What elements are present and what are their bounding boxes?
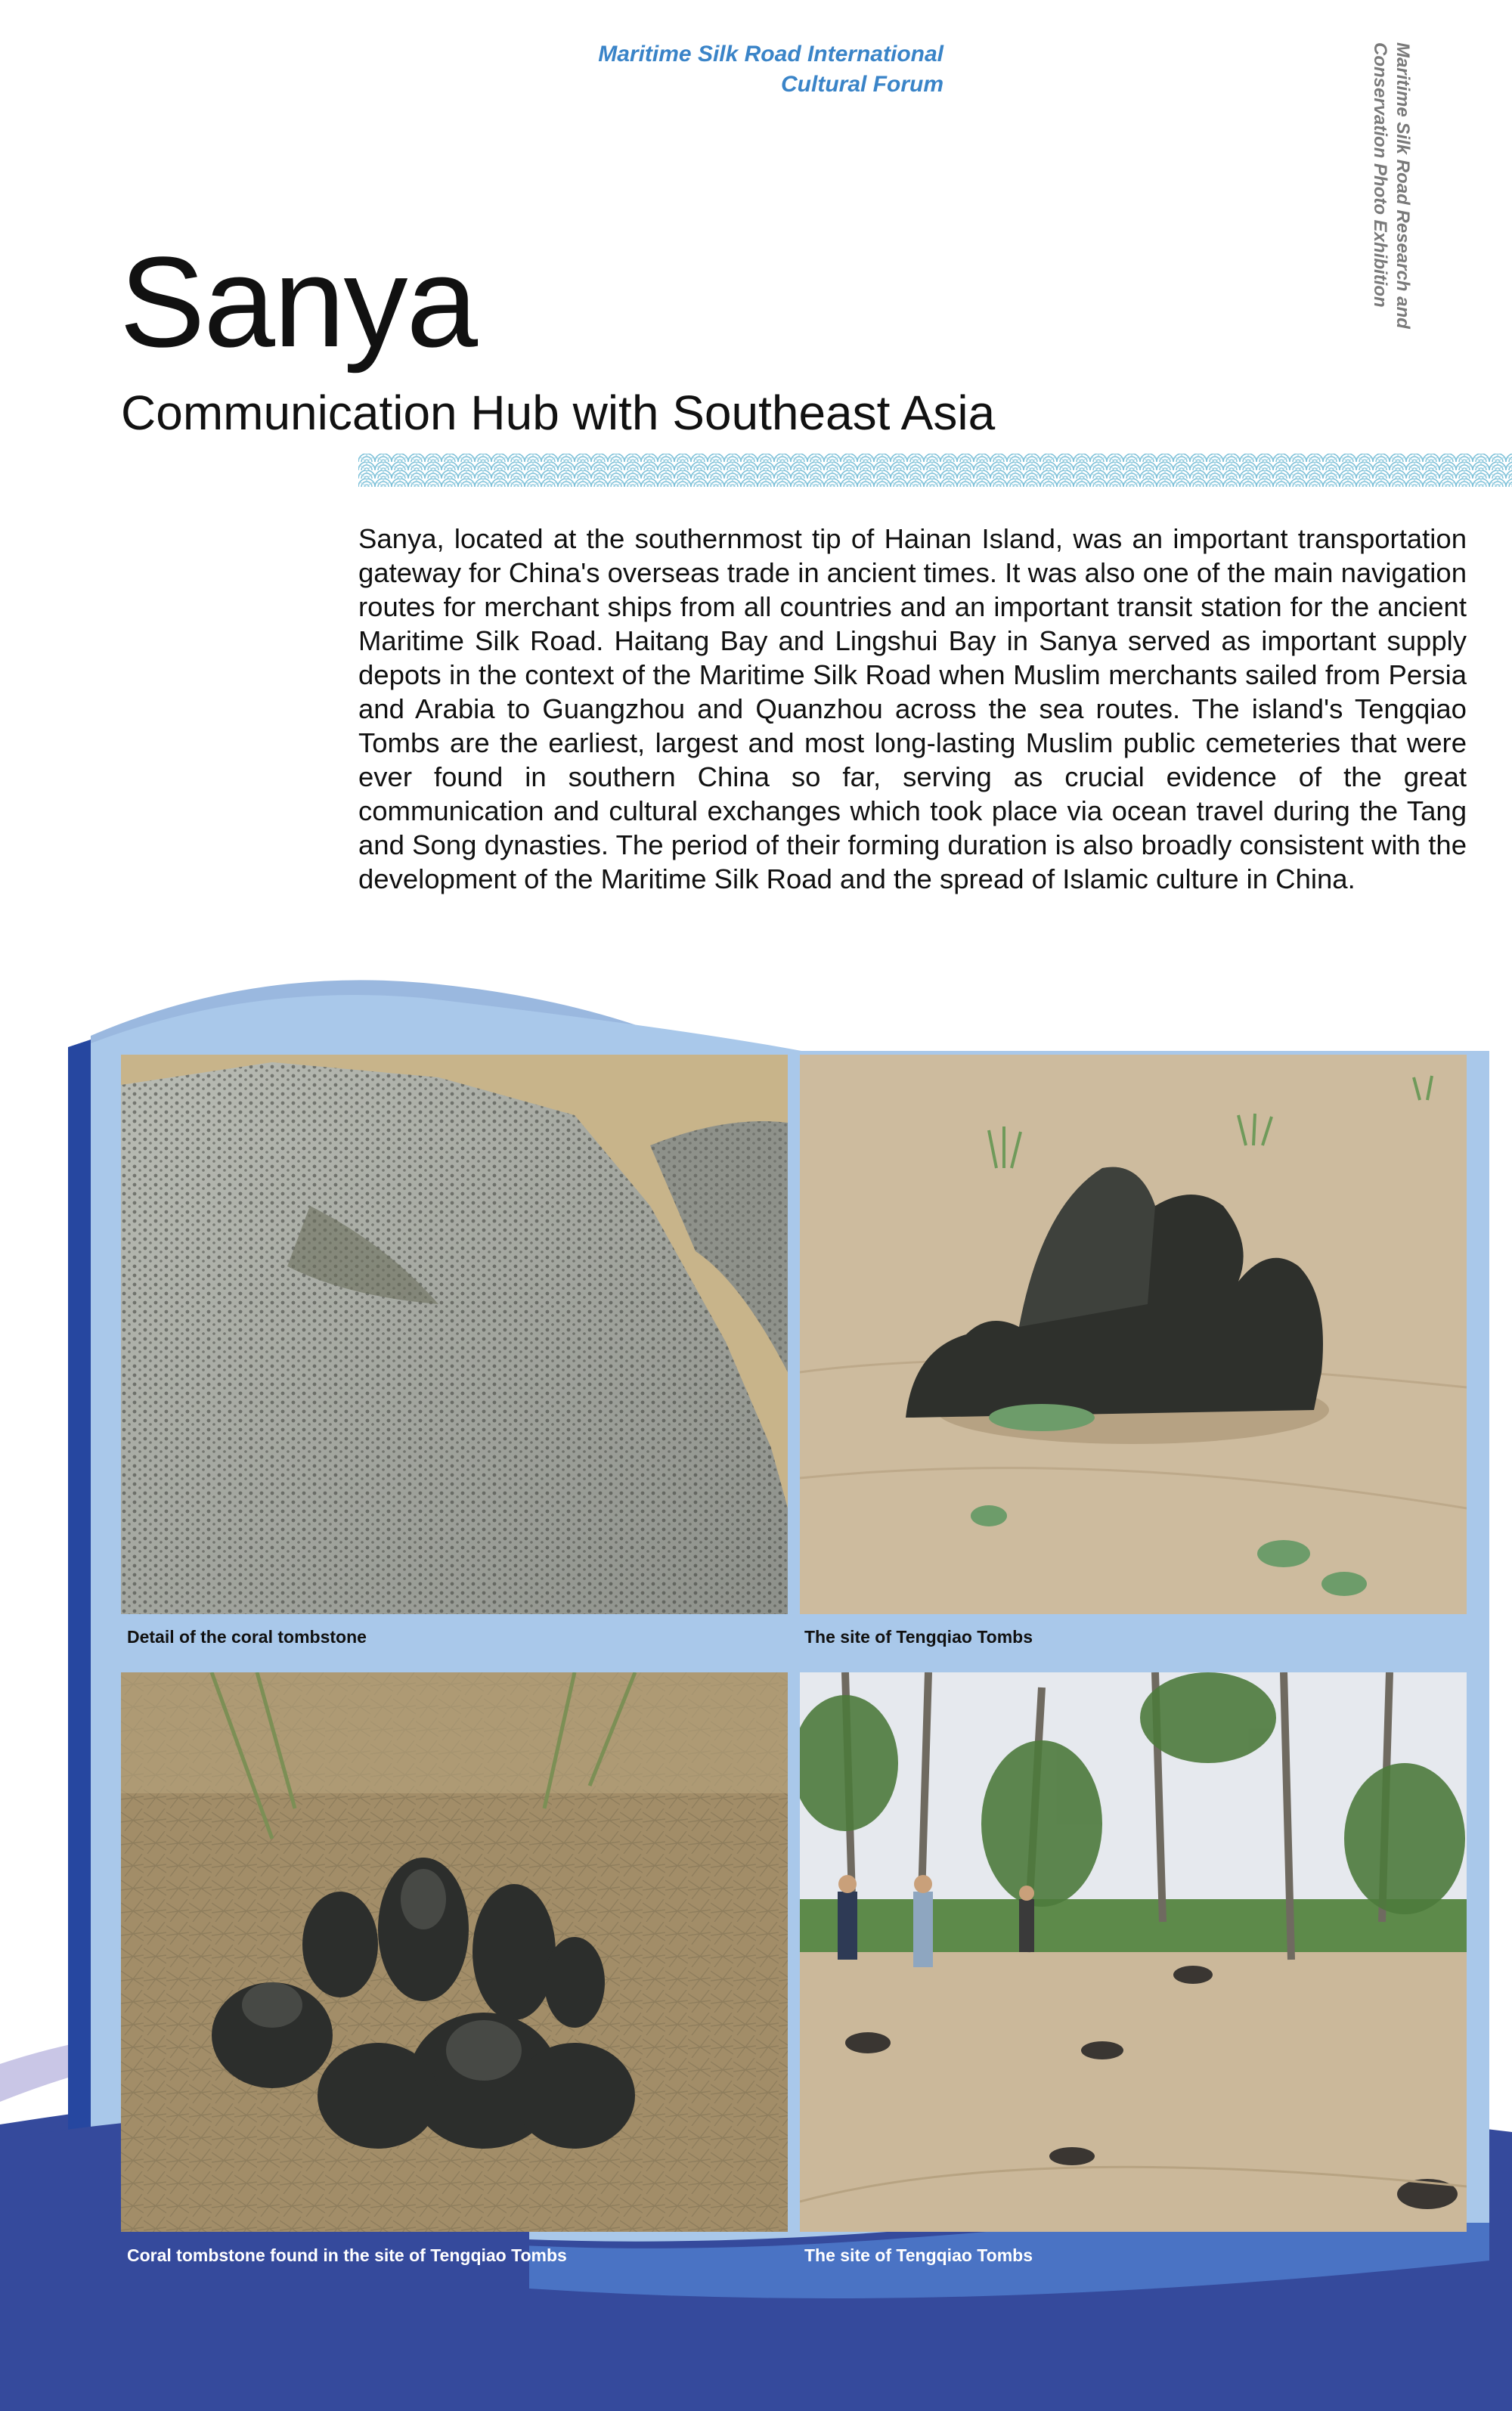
photo-caption-3: Coral tombstone found in the site of Tengqiao Tombs	[127, 2245, 567, 2265]
photo-coral-tombstone-grass	[121, 1672, 788, 2232]
photo-caption-1: Detail of the coral tombstone	[127, 1627, 367, 1647]
page-subtitle: Communication Hub with Southeast Asia	[121, 386, 996, 440]
body-paragraph: Sanya, located at the southernmost tip of Hainan Island, was an important transportation gateway for China's overseas trade in ancient times. It was also one of the main navigation routes for merchant ships from all countries and an important transit station for the ancient Maritime Silk Road. Haitang Bay and Lingshui Bay in Sanya served as important supply depots in the context of the Maritime Silk Road when Muslim merchants sailed from Persia and Arabia to Guangzhou and Quanzhou across the sea routes. The island's Tengqiao Tombs are the earliest, largest and most long-lasting Muslim public cemeteries that were ever found in southern China so far, serving as crucial evidence of the great communication and cultural exchanges which took place via ocean travel during the Tang and Song dynasties. The period of their forming duration is also broadly consistent with the development of the Maritime Silk Road and the spread of Islamic culture in China.	[358, 523, 1467, 894]
side-title-line-2: Conservation Photo Exhibition	[1370, 42, 1390, 308]
photo-tengqiao-site-sand	[800, 1055, 1467, 1614]
forum-line-1: Maritime Silk Road International	[598, 42, 943, 67]
photo-coral-tombstone-detail	[121, 1055, 788, 1614]
side-title-line-1: Maritime Silk Road Research and	[1393, 42, 1413, 329]
wave-pattern-divider	[358, 454, 1512, 487]
forum-header	[414, 39, 943, 100]
photo-caption-2: The site of Tengqiao Tombs	[804, 1627, 1033, 1647]
exhibition-side-title	[1368, 42, 1414, 375]
page-title: Sanya	[119, 231, 477, 374]
photo-tengqiao-site-people	[800, 1672, 1467, 2232]
forum-line-2: Cultural Forum	[781, 72, 943, 97]
photo-caption-4: The site of Tengqiao Tombs	[804, 2245, 1033, 2265]
